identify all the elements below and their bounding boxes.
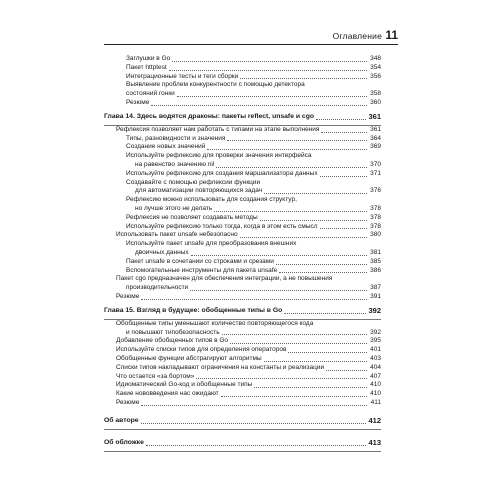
toc-entry-cont: для автоматизации повторяющихся задач 376 [135, 187, 381, 195]
toc-entry: Интеграционные тесты и теги сборки 356 [126, 72, 381, 80]
toc-entry: Рефлексию можно использовать для создания структур, [126, 196, 297, 204]
chapter-rule [104, 429, 381, 430]
toc-entry: Используйте списки типов для определения операторов 401 [116, 346, 381, 354]
toc-entry: Идиоматический Go-код и обобщенные типы 410 [116, 381, 381, 389]
toc-entry-cont: состояний гонки 358 [126, 90, 381, 98]
toc-entry: Используйте пакет unsafe для преобразования внешних [126, 240, 297, 248]
running-title: Оглавление [332, 31, 382, 41]
toc-entry-cont: но лучше этого не делать 378 [135, 204, 381, 212]
toc-entry: Резюме 411 [116, 398, 381, 406]
toc-entry-cont: производительности 387 [126, 284, 381, 292]
toc-entry: Вспомогательные инструменты для пакета unsafe 386 [126, 266, 381, 274]
toc-entry: Рефлексия позволяет нам работать с типами на этапе выполнения 361 [116, 125, 381, 133]
page-header [0, 29, 500, 43]
toc-entry: Создавайте с помощью рефлексии функции [126, 178, 261, 186]
table-of-contents [104, 55, 381, 452]
toc-entry: Резюме 391 [116, 292, 381, 300]
about-cover-heading: Об обложке 413 [104, 437, 381, 447]
header-rule [104, 44, 398, 45]
about-author-heading: Об авторе 412 [104, 415, 381, 425]
toc-entry: Используйте рефлексию только тогда, когда в этом есть смысл 378 [126, 222, 381, 230]
toc-entry: Резюме 360 [126, 98, 381, 106]
toc-entry: Выявление проблем конкурентности с помощью детектора [126, 81, 305, 89]
toc-entry: Обобщенные типы уменьшают количество повторяющегося кода [116, 319, 314, 327]
toc-entry: Типы, разновидности и значения 364 [126, 134, 381, 142]
toc-entry: Создание новых значений 369 [126, 143, 381, 151]
toc-entry: Использовать пакет unsafe небезопасно 380 [116, 231, 381, 239]
toc-entry: Используйте рефлексию для проверки значения интерфейса [126, 152, 312, 160]
page-number: 11 [385, 28, 398, 42]
toc-entry: Пакет cgo предназначен для обеспечения интеграции, а не повышения [116, 275, 333, 283]
toc-entry: Добавление обобщенных типов в Go 395 [116, 337, 381, 345]
toc-entry: Списки типов накладывают ограничения на константы и реализации 404 [116, 363, 381, 371]
chapter-15-heading: Глава 15. Взгляд в будущее: обобщенные типы в Go 392 [104, 305, 381, 315]
chapter-14-heading: Глава 14. Здесь водятся драконы: пакеты reflect, unsafe и cgo 361 [104, 111, 381, 121]
toc-entry: Используйте рефлексию для создания маршализатора данных 371 [126, 169, 381, 177]
toc-entry: Обобщенные функции абстрагируют алгоритмы 403 [116, 354, 381, 362]
toc-entry: Какие нововведения нас ожидают 410 [116, 390, 381, 398]
chapter-rule [104, 451, 381, 452]
toc-entry: Что остается «за бортом» 407 [116, 372, 381, 380]
toc-entry: Пакет unsafe в сочетании со строками и срезами 385 [126, 257, 381, 265]
toc-entry-cont: на равенство значению nil 370 [135, 160, 381, 168]
toc-entry: Пакет httptest 354 [126, 63, 381, 71]
toc-entry: Заглушки в Go 348 [126, 55, 381, 62]
toc-entry: Рефлексия не позволяет создавать методы 378 [126, 213, 381, 221]
toc-entry-cont: двоичных данных 381 [135, 248, 381, 256]
toc-entry-cont: и повышают типобезопасность 392 [126, 328, 381, 336]
